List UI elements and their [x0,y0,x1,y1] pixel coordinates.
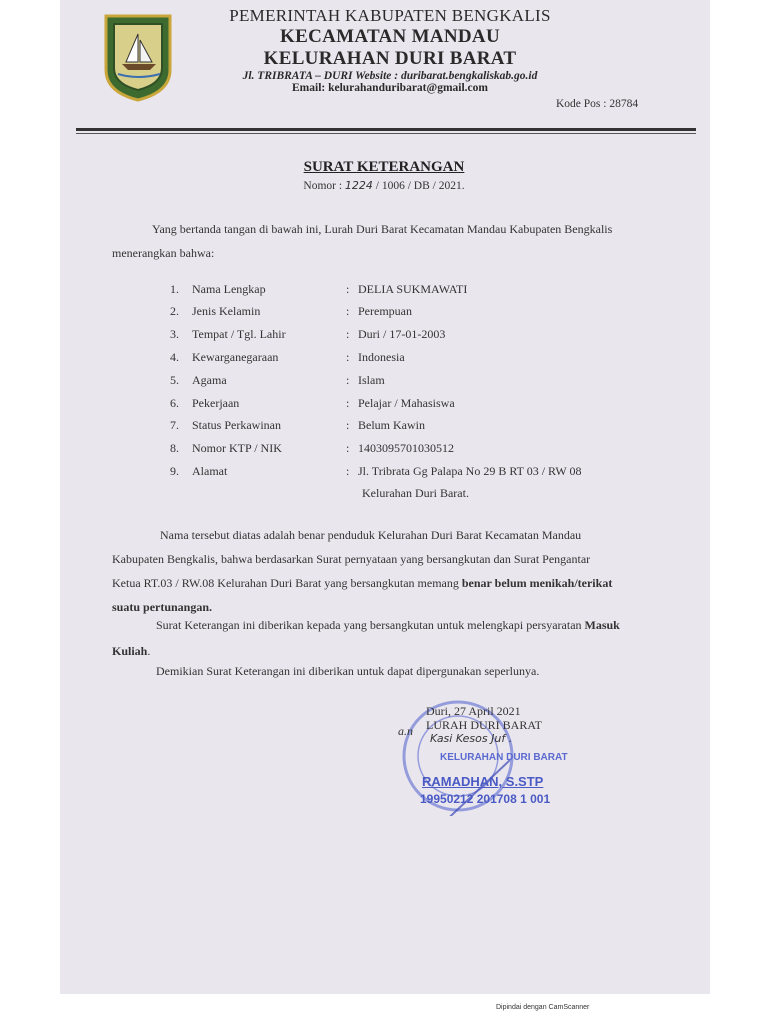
stamp-text: KELURAHAN DURI BARAT [440,752,568,763]
field-value: Belum Kawin [358,418,425,432]
field-number: 3. [170,327,179,341]
regency-logo [102,12,174,102]
field-value: Perempuan [358,304,412,318]
field-colon: : [346,441,350,455]
field-label: Nomor KTP / NIK [192,441,282,455]
field-number: 1. [170,282,179,296]
field-label: Alamat [192,464,228,478]
scanner-footer: Dipindai dengan CamScanner [496,1004,590,1011]
field-value: Duri / 17-01-2003 [358,327,446,341]
field-number: 5. [170,373,179,387]
signature-place-date: Duri, 27 April 2021 [426,704,521,718]
field-label: Jenis Kelamin [192,304,261,318]
signature-handwritten-title: Kasi Kesos Juf . [430,732,513,745]
para2-line2 [112,644,150,659]
field-colon: : [346,304,350,318]
field-number: 2. [170,304,179,318]
number-prefix: Nomor : [303,180,343,192]
header-divider [76,128,696,131]
letterhead-village: KELURAHAN DURI BARAT [263,48,517,69]
letterhead-district: KECAMATAN MANDAU [280,26,500,47]
letterhead-email: Email: kelurahanduribarat@gmail.com [292,82,488,94]
signature-office: LURAH DURI BARAT [426,718,543,732]
field-value: Indonesia [358,350,405,364]
letterhead [180,6,600,94]
field-colon: : [346,396,350,410]
para1-line3-text: Ketua RT.03 / RW.08 Kelurahan Duri Barat yang bersangkutan memang [112,576,459,590]
para2-line1 [156,618,620,633]
field-label: Tempat / Tgl. Lahir [192,327,286,341]
intro-line-2: menerangkan bahwa: [112,246,215,260]
para2-line2-end: . [147,644,151,658]
header-divider-thin [76,133,696,134]
para1-line2: Kabupaten Bengkalis, bahwa berdasarkan Surat pernyataan yang bersangkutan dan Surat Pengantar [112,552,591,566]
signatory-name: RAMADHAN, S.STP [422,774,544,789]
para2-line1-text: Surat Keterangan ini diberikan kepada yang bersangkutan untuk melengkapi persyaratan [156,618,582,632]
field-number: 4. [170,350,179,364]
field-number: 8. [170,441,179,455]
signature-an: a.n [398,724,413,738]
para1-line1: Nama tersebut diatas adalah benar penduduk Kelurahan Duri Barat Kecamatan Mandau [160,528,582,542]
field-label: Pekerjaan [192,396,240,410]
field-label: Nama Lengkap [192,282,266,296]
field-colon: : [346,418,350,432]
letterhead-address: Jl. TRIBRATA – DURI Website : duribarat.bengkaliskab.go.id [242,70,538,82]
field-value: Islam [358,373,385,387]
field-value: DELIA SUKMAWATI [358,282,468,296]
field-value: Jl. Tribrata Gg Palapa No 29 B RT 03 / RW 08 [358,464,582,478]
signatory-nip: 19950212 201708 1 001 [420,792,551,806]
field-value: Pelajar / Mahasiswa [358,396,455,410]
field-label: Kewarganegaraan [192,350,279,364]
letterhead-government: PEMERINTAH KABUPATEN BENGKALIS [229,6,551,25]
field-colon: : [346,282,350,296]
intro-line-1: Yang bertanda tangan di bawah ini, Lurah Duri Barat Kecamatan Mandau Kabupaten Bengkalis [152,222,613,236]
document-number [0,179,768,192]
number-suffix: / 1006 / DB / 2021. [375,180,465,192]
number-handwritten: 1224 [344,179,373,192]
field-label: Status Perkawinan [192,418,281,432]
postal-code: Kode Pos : 28784 [556,98,639,110]
field-colon: : [346,350,350,364]
field-number: 6. [170,396,179,410]
para3: Demikian Surat Keterangan ini diberikan untuk dapat dipergunakan seperlunya. [156,664,540,678]
para2-line1-emphasis: Masuk [584,618,620,632]
para1-line3-emphasis: benar belum menikah/terikat [461,576,613,590]
para1-line3 [112,576,612,591]
field-number: 7. [170,418,179,432]
field-value-continued: Kelurahan Duri Barat. [362,486,469,500]
field-label: Agama [192,373,227,387]
field-colon: : [346,464,350,478]
field-colon: : [346,373,350,387]
para1-line4: suatu pertunangan. [112,600,213,614]
para2-line2-emphasis: Kuliah [112,644,148,658]
field-number: 9. [170,464,179,478]
document-title: SURAT KETERANGAN [303,159,465,175]
field-colon: : [346,327,350,341]
field-value: 1403095701030512 [358,441,454,455]
